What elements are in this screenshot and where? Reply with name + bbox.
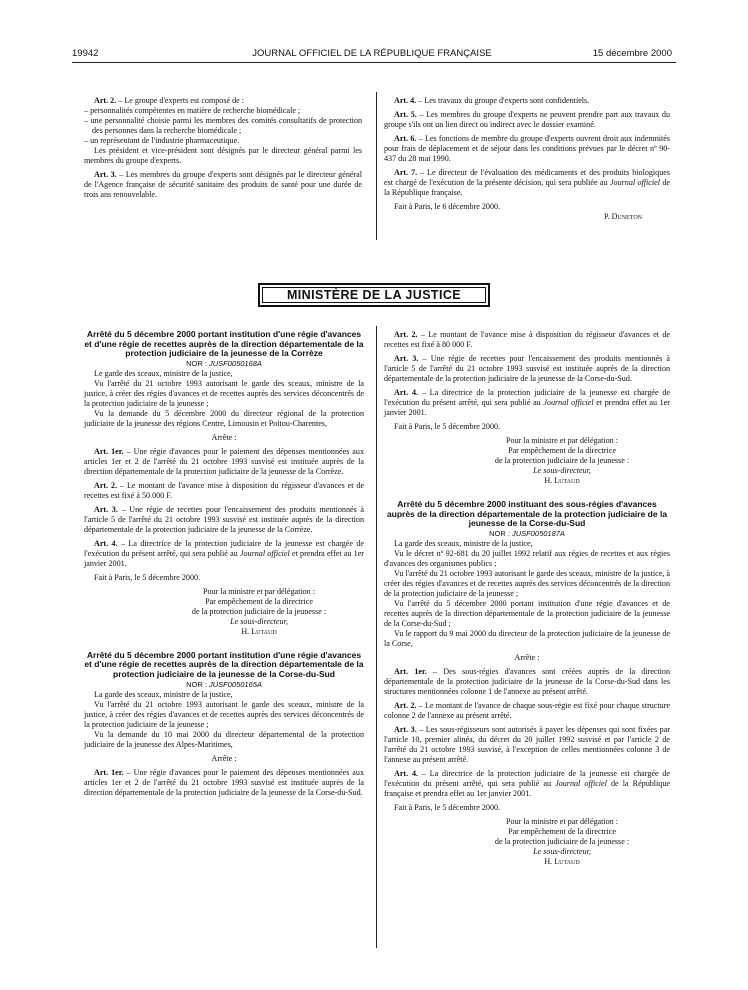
text: – Le montant de l'avance de chaque sous-régie est fixé pour chaque structure colonne 2 de l'annexe au présent arrêté. (384, 700, 670, 720)
text: de la protection judiciaire de la jeunesse : (494, 456, 630, 465)
text (384, 667, 670, 697)
text: Vu l'arrêté du 21 octobre 1993 autorisant le garde des sceaux, ministre de la justice, à créer des régies d'avances et de recettes auprès des services déconcentrés de la protection judiciaire de la jeunesse ; (84, 378, 364, 408)
nor-correze (84, 359, 364, 369)
article-label: Art. 4. (94, 538, 118, 548)
signature-block-sous-regies (454, 817, 670, 867)
text: Journal officiel (555, 778, 607, 788)
article-label: Art. 7. (394, 168, 418, 177)
issue-date: 15 décembre 2000 (592, 48, 672, 59)
text (384, 354, 670, 384)
ministry-title: MINISTÈRE DE LA JUSTICE (286, 288, 462, 302)
article-label: Art. 3. (394, 354, 419, 363)
text: de la République française et prendra effet au 1er janvier 2001. (384, 778, 670, 798)
top-column-divider (376, 92, 377, 240)
text: JUSF0050168A (208, 358, 262, 368)
text: – La directrice de la protection judiciaire de la jeunesse est chargée de l'exécution du présent arrêté, qui sera publié au (384, 388, 670, 407)
article-label: Art. 2. (394, 700, 417, 710)
text: JUSF0050187A (511, 528, 565, 538)
text (384, 388, 670, 418)
article-label: Art. 2. (394, 330, 418, 339)
text: Arrête : (211, 432, 237, 442)
lower-right-column (384, 330, 670, 867)
text: Fait à Paris, le 6 décembre 2000. (394, 202, 501, 211)
article-label: Art. 1er. (394, 666, 427, 676)
text: – Le groupe d'experts est composé de : (116, 96, 245, 105)
text: – Une régie de recettes pour l'encaissement des produits mentionnés à l'article 5 de l'arrêté du 21 octobre 1993 susvisé est instituée auprès de la direction départementale de la protection judiciaire de la jeunesse de la Corrèze. (84, 504, 365, 534)
text: Par empêchement de la directrice (508, 826, 616, 836)
text (384, 769, 670, 799)
article-label: Art. 1er. (94, 767, 124, 777)
text: Le sous-directeur, (533, 846, 591, 856)
text: Vu l'arrêté du 21 octobre 1993 autorisant le garde des sceaux, ministre de la justice, à créer des régies d'avances et de recettes auprès des services déconcentrés de la protection judiciaire de la jeunesse ; (84, 699, 364, 729)
text: NOR : (186, 679, 209, 689)
text (154, 617, 364, 627)
text: – Les travaux du groupe d'experts sont confidentiels. (416, 96, 590, 105)
text: H. Lutaud (544, 476, 580, 485)
text: Vu la demande du 5 décembre 2000 du directeur régional de la protection judiciaire de la jeunesse des régions Centre, Limousin et Poitou-Charentes, (84, 408, 364, 428)
text: H. Lutaud (544, 856, 580, 866)
text: La garde des sceaux, ministre de la justice, (394, 538, 533, 548)
text: – personnalités compétentes en matière de recherche biomédicale ; (84, 106, 301, 115)
text: – Le montant de l'avance mise à disposition du régisseur d'avances et de recettes est fixé à 50 000 F. (84, 480, 364, 500)
running-header (72, 48, 672, 62)
article-label: Art. 2. (94, 96, 117, 105)
text: Journal officiel (543, 398, 594, 407)
text: et prendra effet au 1er janvier 2001. (84, 548, 364, 568)
text: Journal officiel (239, 548, 290, 558)
text (384, 701, 670, 721)
text: – Le montant de l'avance mise à disposition du régisseur d'avances et de recettes est fixé à 80 000 F. (384, 330, 671, 349)
text (384, 134, 670, 164)
text: La garde des sceaux, ministre de la justice, (94, 689, 233, 699)
text (384, 168, 670, 198)
article-label: Art. 4. (394, 96, 417, 105)
text: de la protection judiciaire de la jeunesse : (191, 606, 327, 616)
text: Pour la ministre et par délégation : (506, 816, 618, 826)
text: Les président et vice-président sont désignés par le directeur général parmi les membres du groupe d'experts. (84, 146, 362, 165)
signature-block-corse (454, 436, 670, 486)
lower-left-column (84, 330, 364, 798)
article-label: Art. 3. (94, 170, 117, 179)
text (84, 768, 364, 798)
text: Le sous-directeur, (230, 616, 288, 626)
text: Arrête : (514, 652, 540, 662)
text (84, 481, 364, 501)
text (384, 110, 670, 130)
text (84, 170, 362, 200)
journal-title: JOURNAL OFFICIEL DE LA RÉPUBLIQUE FRANÇAISE (252, 48, 492, 59)
text: Fait à Paris, le 5 décembre 2000. (394, 802, 501, 812)
text: Le garde des sceaux, ministre de la justice, (94, 368, 233, 378)
arrete-corse-title: Arrêté du 5 décembre 2000 portant institution d'une régie d'avances et d'une régie de recettes auprès de la direction départementale de la protection judiciaire de la jeunesse de la Corse-du-Sud (84, 649, 364, 679)
text (84, 447, 364, 477)
text: – Une régie d'avances pour le paiement des dépenses mentionnées aux articles 1er et 2 de l'arrêté du 21 octobre 1993 susvisé est instituée auprès de la direction départementale de la protection judiciaire de la jeunesse de la Corrèze. (84, 446, 364, 476)
text: Journal officiel (609, 178, 660, 187)
text: Vu l'arrêté du 21 octobre 1993 autorisant le garde des sceaux, ministre de la justice, à créer des régies d'avances et de recettes auprès des services déconcentrés de la direction de la protection judiciaire de la jeunesse ; (384, 568, 670, 598)
text: NOR : (489, 528, 512, 538)
text: Fait à Paris, le 5 décembre 2000. (394, 422, 501, 431)
text: – Les fonctions de membre du groupe d'experts ouvrent droit aux indemnités pour frais de déplacement et de séjour dans les conditions prévues par le décret nº 90-437 du 28 mai 1990. (384, 134, 670, 163)
text: Pour la ministre et par délégation : (203, 586, 315, 596)
signature-block-correze (154, 587, 364, 637)
article-label: Art. 5. (394, 110, 417, 119)
article-label: Art. 3. (394, 724, 417, 734)
text: Vu le décret nº 92-681 du 20 juillet 1992 relatif aux régies de recettes et aux régies d'avances des organismes publics ; (384, 548, 670, 568)
text: et prendra effet au 1er janvier 2001. (384, 398, 670, 417)
text: Par empêchement de la directrice (205, 596, 313, 606)
arrete-correze-title: Arrêté du 5 décembre 2000 portant institution d'une régie d'avances et d'une régie de recettes auprès de la direction départementale de la protection judiciaire de la jeunesse de la Corrèze (84, 329, 364, 359)
text: Vu la demande du 10 mai 2000 du directeur départemental de la protection judiciaire de la jeunesse des Alpes-Maritimes, (84, 729, 364, 749)
text: – La directrice de la protection judiciaire de la jeunesse est chargée de l'exécution du présent arrêté, qui sera publié au (84, 538, 365, 558)
text: – Les membres du groupe d'experts ne peuvent prendre part aux travaux du groupe s'ils ont un lien direct ou indirect avec le dossier examiné. (384, 110, 671, 129)
text: – un représentant de l'industrie pharmaceutique. (84, 136, 240, 145)
header-rule (72, 62, 676, 63)
text: de la République française. (384, 178, 670, 197)
text: Vu l'arrêté du 5 décembre 2000 portant institution d'une régie d'avances et de recettes auprès de la direction départementale de la protection judiciaire de la jeunesse de la Corse-du-Sud ; (384, 598, 670, 628)
text: – Une régie de recettes pour l'encaissement des produits mentionnés à l'article 5 de l'arrêté du 21 octobre 1993 susvisé est instituée auprès de la direction départementale de la protection judiciaire de la jeunesse de la Corse-du-Sud. (384, 354, 671, 383)
article-label: Art. 1er. (94, 446, 124, 456)
article-label: Art. 3. (94, 504, 118, 514)
text: Arrête : (211, 753, 237, 763)
text: Fait à Paris, le 5 décembre 2000. (94, 572, 201, 582)
text: – Les membres du groupe d'experts sont désignés par le directeur général de l'Agence française de sécurité sanitaire des produits de santé pour une durée de trois ans renouvelable. (84, 170, 362, 199)
text (84, 539, 364, 569)
arrete-sous-regies-title: Arrêté du 5 décembre 2000 instituant des sous-régies d'avances auprès de la direction départementale de la protection judiciaire de la jeunesse de la Corse-du-Sud (386, 499, 668, 529)
text (84, 96, 362, 106)
text: – une personnalité choisie parmi les membres des comités consultatifs de protection des personnes dans la recherche biomédicale ; (84, 116, 362, 135)
lower-column-divider (376, 326, 377, 948)
text: Le sous-directeur, (533, 466, 591, 475)
nor-corse (84, 680, 364, 690)
nor-sous-regies (384, 529, 670, 539)
text (84, 505, 364, 535)
top-left-column (84, 96, 362, 200)
text: Vu le rapport du 9 mai 2000 du directeur de la protection judiciaire de la jeunesse de la Corse, (384, 628, 670, 648)
article-label: Art. 4. (394, 388, 419, 397)
text (454, 466, 670, 476)
text: – Les sous-régisseurs sont autorisés à payer les dépenses qui sont fixées par l'article 10, premier alinéa, du décret du 20 juillet 1992 susvisé et par l'article 2 de l'arrêté du 21 octobre 1993 susvisé, à l'exception de celles mentionnées colonne 3 de l'annexe au présent arrêté. (384, 724, 670, 764)
text: H. Lutaud (241, 626, 277, 636)
article-label: Art. 6. (394, 134, 417, 143)
page-number: 19942 (72, 48, 99, 59)
text: de la protection judiciaire de la jeunesse : (494, 836, 630, 846)
ministry-banner (258, 283, 490, 307)
text (454, 847, 670, 857)
article-label: Art. 2. (94, 480, 118, 490)
signature-duneton: P. Duneton (603, 212, 642, 221)
text (384, 725, 670, 765)
text: – La directrice de la protection judiciaire de la jeunesse est chargée de l'exécution du présent arrêté, qui sera publié au (384, 768, 670, 788)
text (384, 96, 670, 106)
text: NOR : (186, 358, 209, 368)
text: Par empêchement de la directrice (508, 446, 616, 455)
top-right-column (384, 96, 670, 222)
text: JUSF0050165A (208, 679, 262, 689)
text: – Des sous-régies d'avances sont créées auprès de la direction départementale de la protection judiciaire de la jeunesse de la Corse-du-Sud dans les structures mentionnées colonne 1 de l'annexe au présent arrêté. (384, 666, 670, 696)
text: Pour la ministre et par délégation : (506, 436, 618, 445)
text: – Le directeur de l'évaluation des médicaments et des produits biologiques est chargé de l'exécution de la présente décision, qui sera publiée au (384, 168, 671, 187)
text: – Une régie d'avances pour le paiement des dépenses mentionnées aux articles 1er et 2 de l'arrêté du 21 octobre 1993 susvisé est instituée auprès de la direction départementale de la protection judiciaire de la jeunesse de la Corse-du-Sud. (84, 767, 364, 797)
article-label: Art. 4. (394, 768, 419, 778)
text (384, 330, 670, 350)
